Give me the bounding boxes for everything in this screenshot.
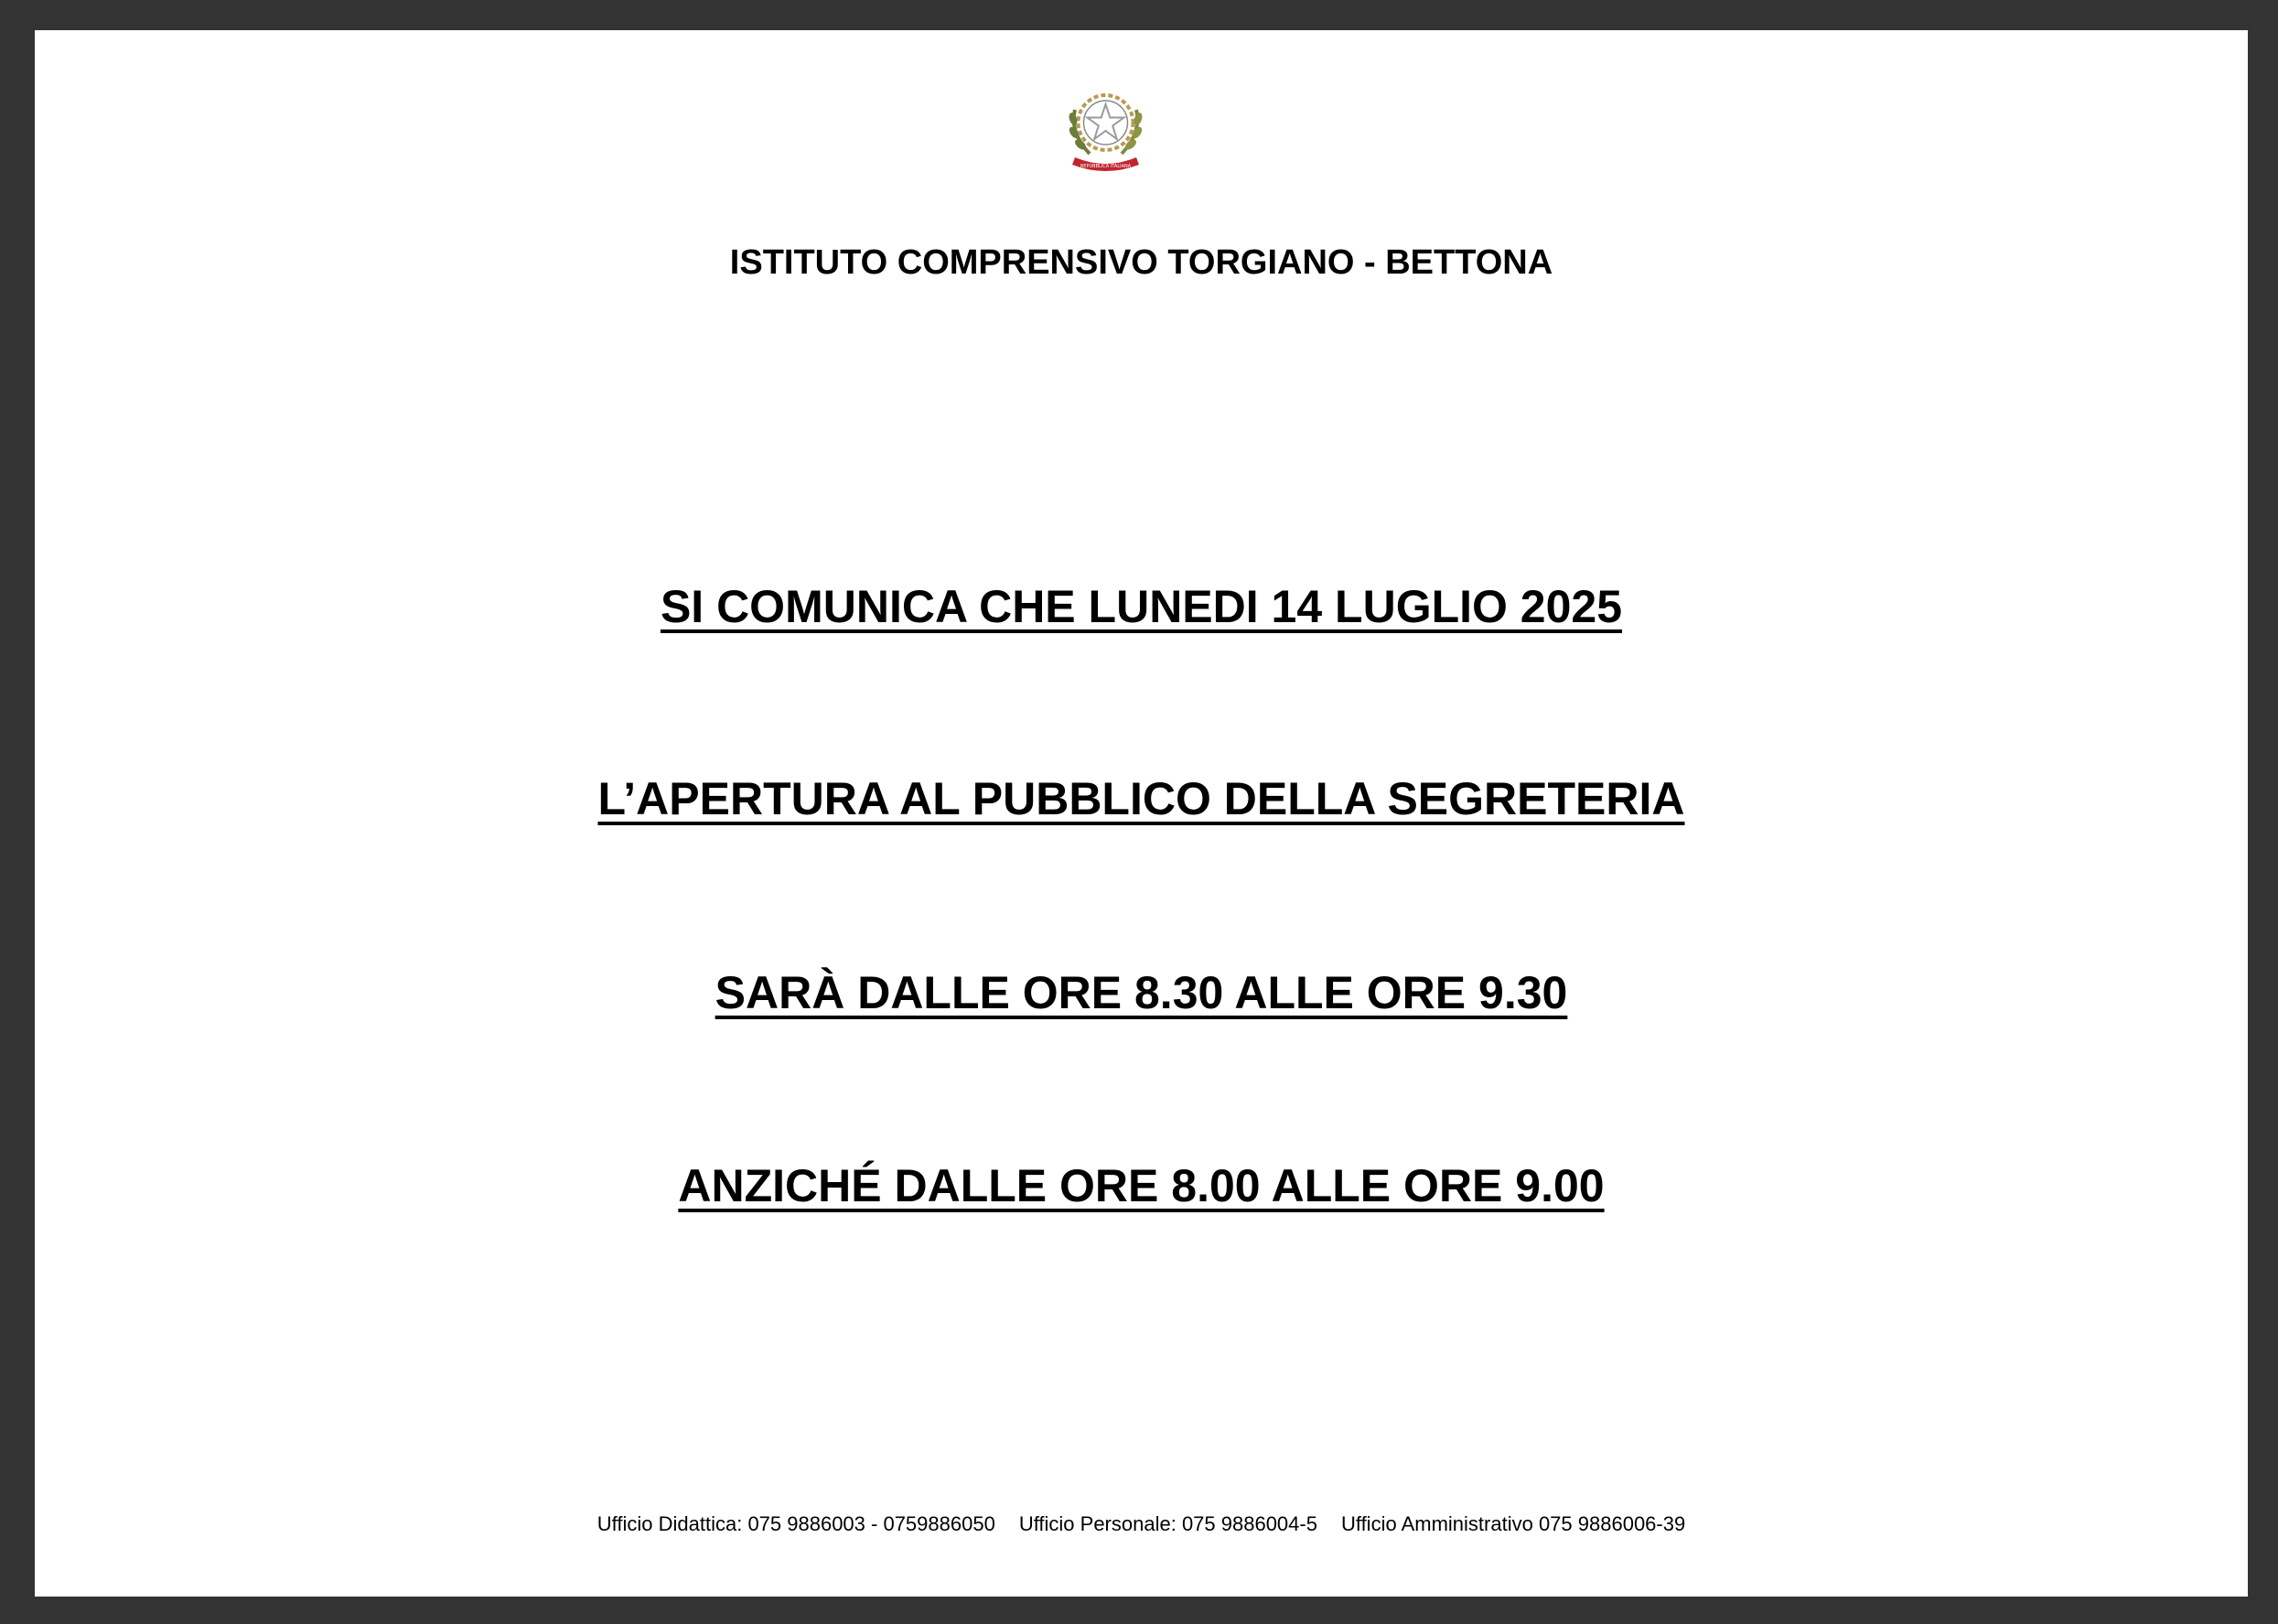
notice-line-text: SARÀ DALLE ORE 8.30 ALLE ORE 9.30 [715,967,1568,1018]
svg-text:REPUBBLICA ITALIANA: REPUBBLICA ITALIANA [1080,164,1132,169]
footer-amministrativo: Ufficio Amministrativo 075 9886006-39 [1340,1512,1686,1535]
italian-republic-emblem-icon [1062,82,1149,174]
notice-line-text: L’APERTURA AL PUBBLICO DELLA SEGRETERIA [597,773,1685,824]
notice-line-text: ANZICHÉ DALLE ORE 8.00 ALLE ORE 9.00 [678,1160,1605,1211]
footer-personale: Ufficio Personale: 075 9886004-5 [1018,1512,1317,1535]
notice-line-old-hours [35,1158,2248,1213]
footer-contacts [35,1512,2248,1536]
notice-line-date [35,579,2248,634]
document-page [35,30,2248,1597]
footer-didattica: Ufficio Didattica: 075 9886003 - 0759886050 [596,1512,995,1535]
notice-line-text: SI COMUNICA CHE LUNEDI 14 LUGLIO 2025 [660,581,1623,632]
notice-line-subject [35,771,2248,826]
notice-line-new-hours [35,965,2248,1020]
institute-name: ISTITUTO COMPRENSIVO TORGIANO - BETTONA [729,243,1553,282]
